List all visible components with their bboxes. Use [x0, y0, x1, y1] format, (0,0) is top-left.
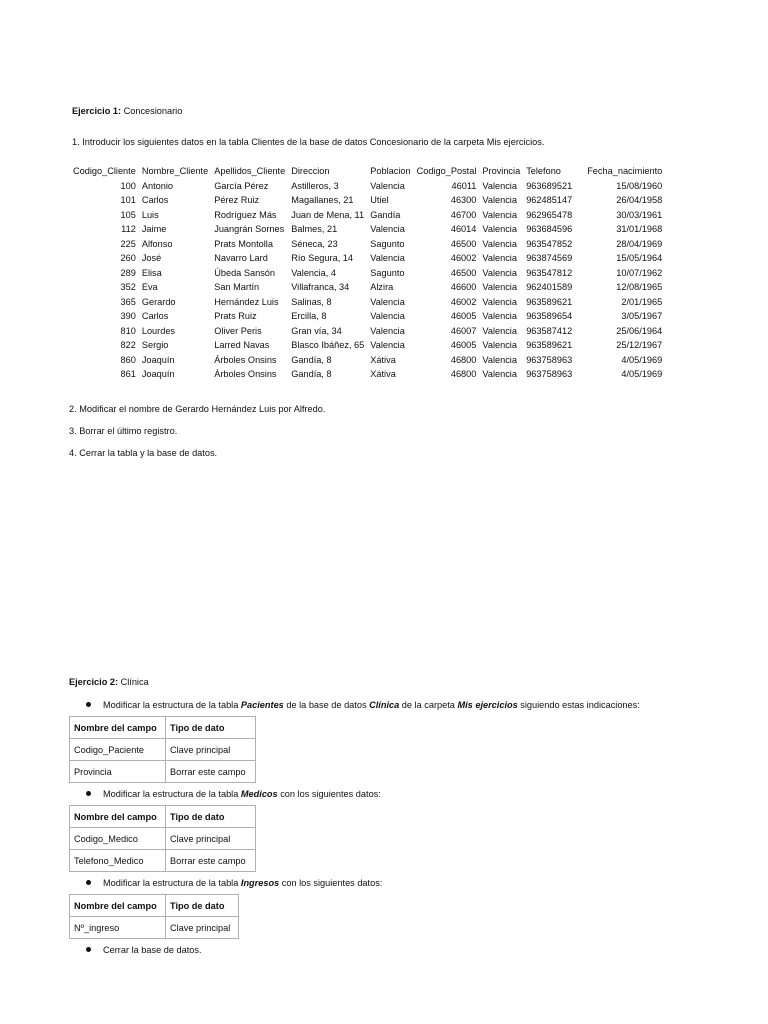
table-cell: Valencia: [482, 340, 517, 350]
bullet-icon: [86, 791, 91, 796]
bullet-text: siguiendo estas indicaciones:: [517, 700, 640, 710]
table-row: [70, 367, 665, 382]
table-name-pacientes: Pacientes: [240, 700, 284, 710]
table-cell: Rodríguez Más: [214, 209, 277, 220]
table-cell: García Pérez: [214, 180, 269, 191]
table-cell: Valencia, 4: [291, 267, 336, 278]
table-cell: 10/07/1962: [616, 267, 663, 278]
table-cell: Sergio: [141, 340, 169, 350]
table-cell: Elisa: [141, 267, 162, 278]
exercise-1-intro: 1. Introducir los siguientes datos en la tabla Clientes de la base de datos Concesionario de la carpeta Mis ejercicios.: [72, 137, 545, 147]
table-cell: 365: [120, 296, 136, 307]
exercise-1-step-3: 3. Borrar el último registro.: [69, 426, 178, 436]
table-cell: 15/05/1964: [616, 253, 663, 263]
table-row: [70, 179, 665, 194]
table-cell: 3/05/1967: [621, 311, 663, 321]
table-cell: 46002: [450, 253, 477, 263]
table-cell: 962485147: [526, 195, 573, 205]
table-row: [70, 222, 665, 237]
table-cell: Valencia: [482, 325, 517, 336]
table-cell: Larred Navas: [214, 340, 270, 350]
field-type-cell: Clave principal: [166, 739, 256, 761]
table-cell: 963758963: [526, 354, 573, 365]
field-type-cell: Clave principal: [166, 828, 256, 850]
table-cell: 2/01/1965: [621, 296, 663, 307]
clientes-table: [70, 164, 665, 382]
table-cell: 963589621: [526, 296, 573, 307]
table-cell: Xátiva: [370, 354, 396, 365]
exercise-2-title: Clínica: [118, 677, 149, 687]
table-cell: Prats Montolla: [214, 238, 273, 249]
table-name-medicos: Medicos: [240, 789, 278, 799]
bullet-text: de la base de datos: [283, 700, 370, 710]
table-cell: 962965478: [526, 209, 573, 220]
column-header: Direccion: [291, 166, 330, 176]
table-cell: Árboles Onsins: [214, 369, 277, 379]
database-name-clinica: Clínica: [369, 700, 400, 710]
table-cell: Juan de Mena, 11: [291, 209, 365, 220]
table-cell: 352: [120, 282, 136, 292]
bullet-icon: [86, 880, 91, 885]
table-name-ingresos: Ingresos: [240, 878, 280, 888]
field-name-cell: Telefono_Medico: [70, 850, 166, 872]
column-header: Codigo_Postal: [416, 166, 477, 176]
table-cell: 963874569: [526, 253, 573, 263]
exercise-1-heading: [72, 106, 182, 116]
table-cell: Valencia: [370, 325, 405, 336]
header-cell: Tipo de dato: [166, 895, 239, 917]
table-cell: 390: [120, 311, 136, 321]
bullet-text: Modificar la estructura de la tabla: [103, 700, 241, 710]
table-cell: 46800: [450, 354, 477, 365]
table-cell: Valencia: [482, 180, 517, 191]
table-cell: Úbeda Sansón: [214, 267, 276, 278]
table-cell: 28/04/1969: [616, 238, 663, 249]
table-cell: 15/08/1960: [616, 180, 663, 191]
table-cell: Valencia: [482, 369, 517, 379]
table-cell: Eva: [141, 282, 158, 292]
table-cell: Salinas, 8: [291, 296, 332, 307]
table-cell: 46500: [450, 238, 477, 249]
table-cell: Astilleros, 3: [291, 180, 339, 191]
table-cell: Gandía, 8: [291, 369, 332, 379]
table-cell: 46002: [450, 296, 477, 307]
table-cell: Valencia: [482, 296, 517, 307]
table-cell: Ercilla, 8: [291, 311, 327, 321]
table-cell: Oliver Peris: [214, 325, 262, 336]
table-cell: 101: [120, 195, 136, 205]
table-cell: 225: [120, 238, 136, 249]
exercise-1-step-2: 2. Modificar el nombre de Gerardo Hernández Luis por Alfredo.: [69, 404, 326, 414]
table-cell: Luis: [141, 209, 159, 220]
table-cell: Villafranca, 34: [291, 282, 350, 292]
table-cell: 46600: [450, 282, 477, 292]
bullet-icon: [86, 702, 91, 707]
table-cell: 963758963: [526, 369, 573, 379]
table-cell: Gandía, 8: [291, 354, 332, 365]
table-cell: Prats Ruiz: [214, 311, 257, 321]
table-cell: Joaquín: [141, 354, 175, 365]
table-header-row: [70, 895, 239, 917]
ingresos-fields-table: [69, 894, 239, 939]
table-cell: 963547812: [526, 267, 573, 278]
bullet-cerrar: [86, 945, 202, 955]
table-cell: 822: [120, 340, 136, 350]
bullet-ingresos: [86, 878, 382, 888]
table-cell: 26/04/1958: [616, 195, 663, 205]
column-header: Provincia: [482, 166, 521, 176]
table-cell: Valencia: [482, 282, 517, 292]
table-cell: Magallanes, 21: [291, 195, 354, 205]
bullet-text: Modificar la estructura de la tabla: [103, 789, 241, 799]
table-row: [70, 917, 239, 939]
table-cell: Sagunto: [370, 238, 405, 249]
table-cell: Lourdes: [141, 325, 176, 336]
table-row: [70, 353, 665, 368]
table-cell: Séneca, 23: [291, 238, 338, 249]
table-cell: 46014: [450, 224, 477, 234]
table-cell: 31/01/1968: [616, 224, 663, 234]
table-cell: 260: [120, 253, 136, 263]
table-cell: Valencia: [482, 195, 517, 205]
bullet-text: con los siguientes datos:: [279, 878, 383, 888]
table-cell: Carlos: [141, 195, 169, 205]
table-cell: 962401589: [526, 282, 573, 292]
field-name-cell: Codigo_Paciente: [70, 739, 166, 761]
table-cell: 25/12/1967: [616, 340, 663, 350]
table-row: [70, 295, 665, 310]
table-row: [70, 266, 665, 281]
bullet-icon: [86, 947, 91, 952]
column-header: Fecha_nacimiento: [587, 166, 663, 176]
table-row: [70, 739, 256, 761]
table-cell: Blasco Ibáñez, 65: [291, 340, 365, 350]
table-cell: Joaquín: [141, 369, 175, 379]
column-header: Telefono: [526, 166, 561, 176]
table-cell: 46005: [450, 340, 477, 350]
bullet-text: de la carpeta: [399, 700, 458, 710]
table-cell: Valencia: [482, 224, 517, 234]
table-cell: 46007: [450, 325, 477, 336]
table-row: [70, 761, 256, 783]
bullet-text: con los siguientes datos:: [277, 789, 381, 799]
field-type-cell: Clave principal: [166, 917, 239, 939]
table-cell: 963547852: [526, 238, 573, 249]
table-cell: Gran vía, 34: [291, 325, 342, 336]
table-row: [70, 309, 665, 324]
medicos-fields-table: [69, 805, 256, 872]
table-cell: Navarro Lard: [214, 253, 268, 263]
exercise-1-title: Concesionario: [121, 106, 183, 116]
table-row: [70, 280, 665, 295]
table-cell: Utiel: [370, 195, 389, 205]
table-cell: Gandía: [370, 209, 401, 220]
header-cell: Nombre del campo: [70, 895, 166, 917]
table-row: [70, 208, 665, 223]
table-header-row: [70, 806, 256, 828]
table-cell: 963587412: [526, 325, 573, 336]
table-cell: Valencia: [370, 180, 405, 191]
table-cell: 963589654: [526, 311, 573, 321]
exercise-2-heading: [69, 677, 149, 687]
table-cell: Gerardo: [141, 296, 176, 307]
table-row: [70, 850, 256, 872]
table-cell: 46011: [451, 180, 477, 191]
table-cell: Balmes, 21: [291, 224, 338, 234]
clientes-header-row: [70, 164, 665, 179]
table-cell: 860: [120, 354, 136, 365]
table-cell: Pérez Ruiz: [214, 195, 260, 205]
table-cell: Antonio: [141, 180, 173, 191]
table-cell: 12/08/1965: [616, 282, 663, 292]
table-cell: Valencia: [370, 224, 405, 234]
header-cell: Nombre del campo: [70, 806, 166, 828]
table-cell: Árboles Onsins: [214, 354, 277, 365]
bullet-medicos: [86, 789, 381, 799]
table-cell: Valencia: [482, 209, 517, 220]
table-cell: Jaime: [141, 224, 167, 234]
header-cell: Nombre del campo: [70, 717, 166, 739]
table-cell: Valencia: [370, 311, 405, 321]
table-cell: 105: [120, 209, 136, 220]
bullet-text: Cerrar la base de datos.: [103, 945, 202, 955]
table-cell: Valencia: [482, 253, 517, 263]
table-cell: Sagunto: [370, 267, 405, 278]
table-cell: 46500: [450, 267, 477, 278]
table-cell: Valencia: [370, 340, 405, 350]
table-cell: Carlos: [141, 311, 169, 321]
table-cell: 861: [120, 369, 136, 379]
column-header: Poblacion: [370, 166, 411, 176]
table-cell: Xátiva: [370, 369, 396, 379]
table-cell: 112: [121, 224, 136, 234]
table-cell: José: [141, 253, 162, 263]
table-cell: Juangrán Sornes: [214, 224, 285, 234]
table-row: [70, 324, 665, 339]
folder-name: Mis ejercicios: [457, 700, 518, 710]
table-cell: 46700: [450, 209, 477, 220]
bullet-text: Modificar la estructura de la tabla: [103, 878, 241, 888]
table-cell: Valencia: [370, 296, 405, 307]
table-cell: Valencia: [482, 267, 517, 278]
column-header: Codigo_Cliente: [73, 166, 136, 176]
column-header: Nombre_Cliente: [141, 166, 209, 176]
bullet-pacientes: [86, 700, 640, 710]
exercise-2-label: Ejercicio 2:: [69, 677, 119, 687]
table-cell: Río Segura, 14: [291, 253, 354, 263]
table-cell: Valencia: [370, 253, 405, 263]
table-row: [70, 193, 665, 208]
table-cell: San Martín: [214, 282, 260, 292]
table-row: [70, 828, 256, 850]
table-row: [70, 237, 665, 252]
table-cell: Valencia: [482, 311, 517, 321]
table-header-row: [70, 717, 256, 739]
table-cell: 46300: [450, 195, 477, 205]
table-cell: Alzira: [370, 282, 394, 292]
table-cell: 963684596: [526, 224, 573, 234]
table-cell: 4/05/1969: [621, 354, 663, 365]
field-name-cell: Nº_ingreso: [70, 917, 166, 939]
table-cell: Valencia: [482, 354, 517, 365]
table-cell: 46005: [450, 311, 477, 321]
header-cell: Tipo de dato: [166, 717, 256, 739]
table-cell: 963589621: [526, 340, 573, 350]
table-cell: 810: [120, 325, 136, 336]
table-row: [70, 338, 665, 353]
table-cell: Alfonso: [141, 238, 173, 249]
table-cell: 963689521: [526, 180, 573, 191]
exercise-1-label: Ejercicio 1:: [72, 106, 122, 116]
column-header: Apellidos_Cliente: [214, 166, 286, 176]
table-cell: 100: [120, 180, 136, 191]
pacientes-fields-table: [69, 716, 256, 783]
field-name-cell: Codigo_Medico: [70, 828, 166, 850]
table-cell: 30/03/1961: [616, 209, 663, 220]
table-cell: 289: [120, 267, 136, 278]
exercise-1-step-4: 4. Cerrar la tabla y la base de datos.: [69, 448, 218, 458]
table-cell: 46800: [450, 369, 477, 379]
table-cell: Valencia: [482, 238, 517, 249]
header-cell: Tipo de dato: [166, 806, 256, 828]
field-type-cell: Borrar este campo: [166, 761, 256, 783]
field-type-cell: Borrar este campo: [166, 850, 256, 872]
table-row: [70, 251, 665, 266]
table-cell: 25/06/1964: [616, 325, 663, 336]
field-name-cell: Provincia: [70, 761, 166, 783]
table-cell: Hernández Luis: [214, 296, 279, 307]
table-cell: 4/05/1969: [621, 369, 663, 379]
